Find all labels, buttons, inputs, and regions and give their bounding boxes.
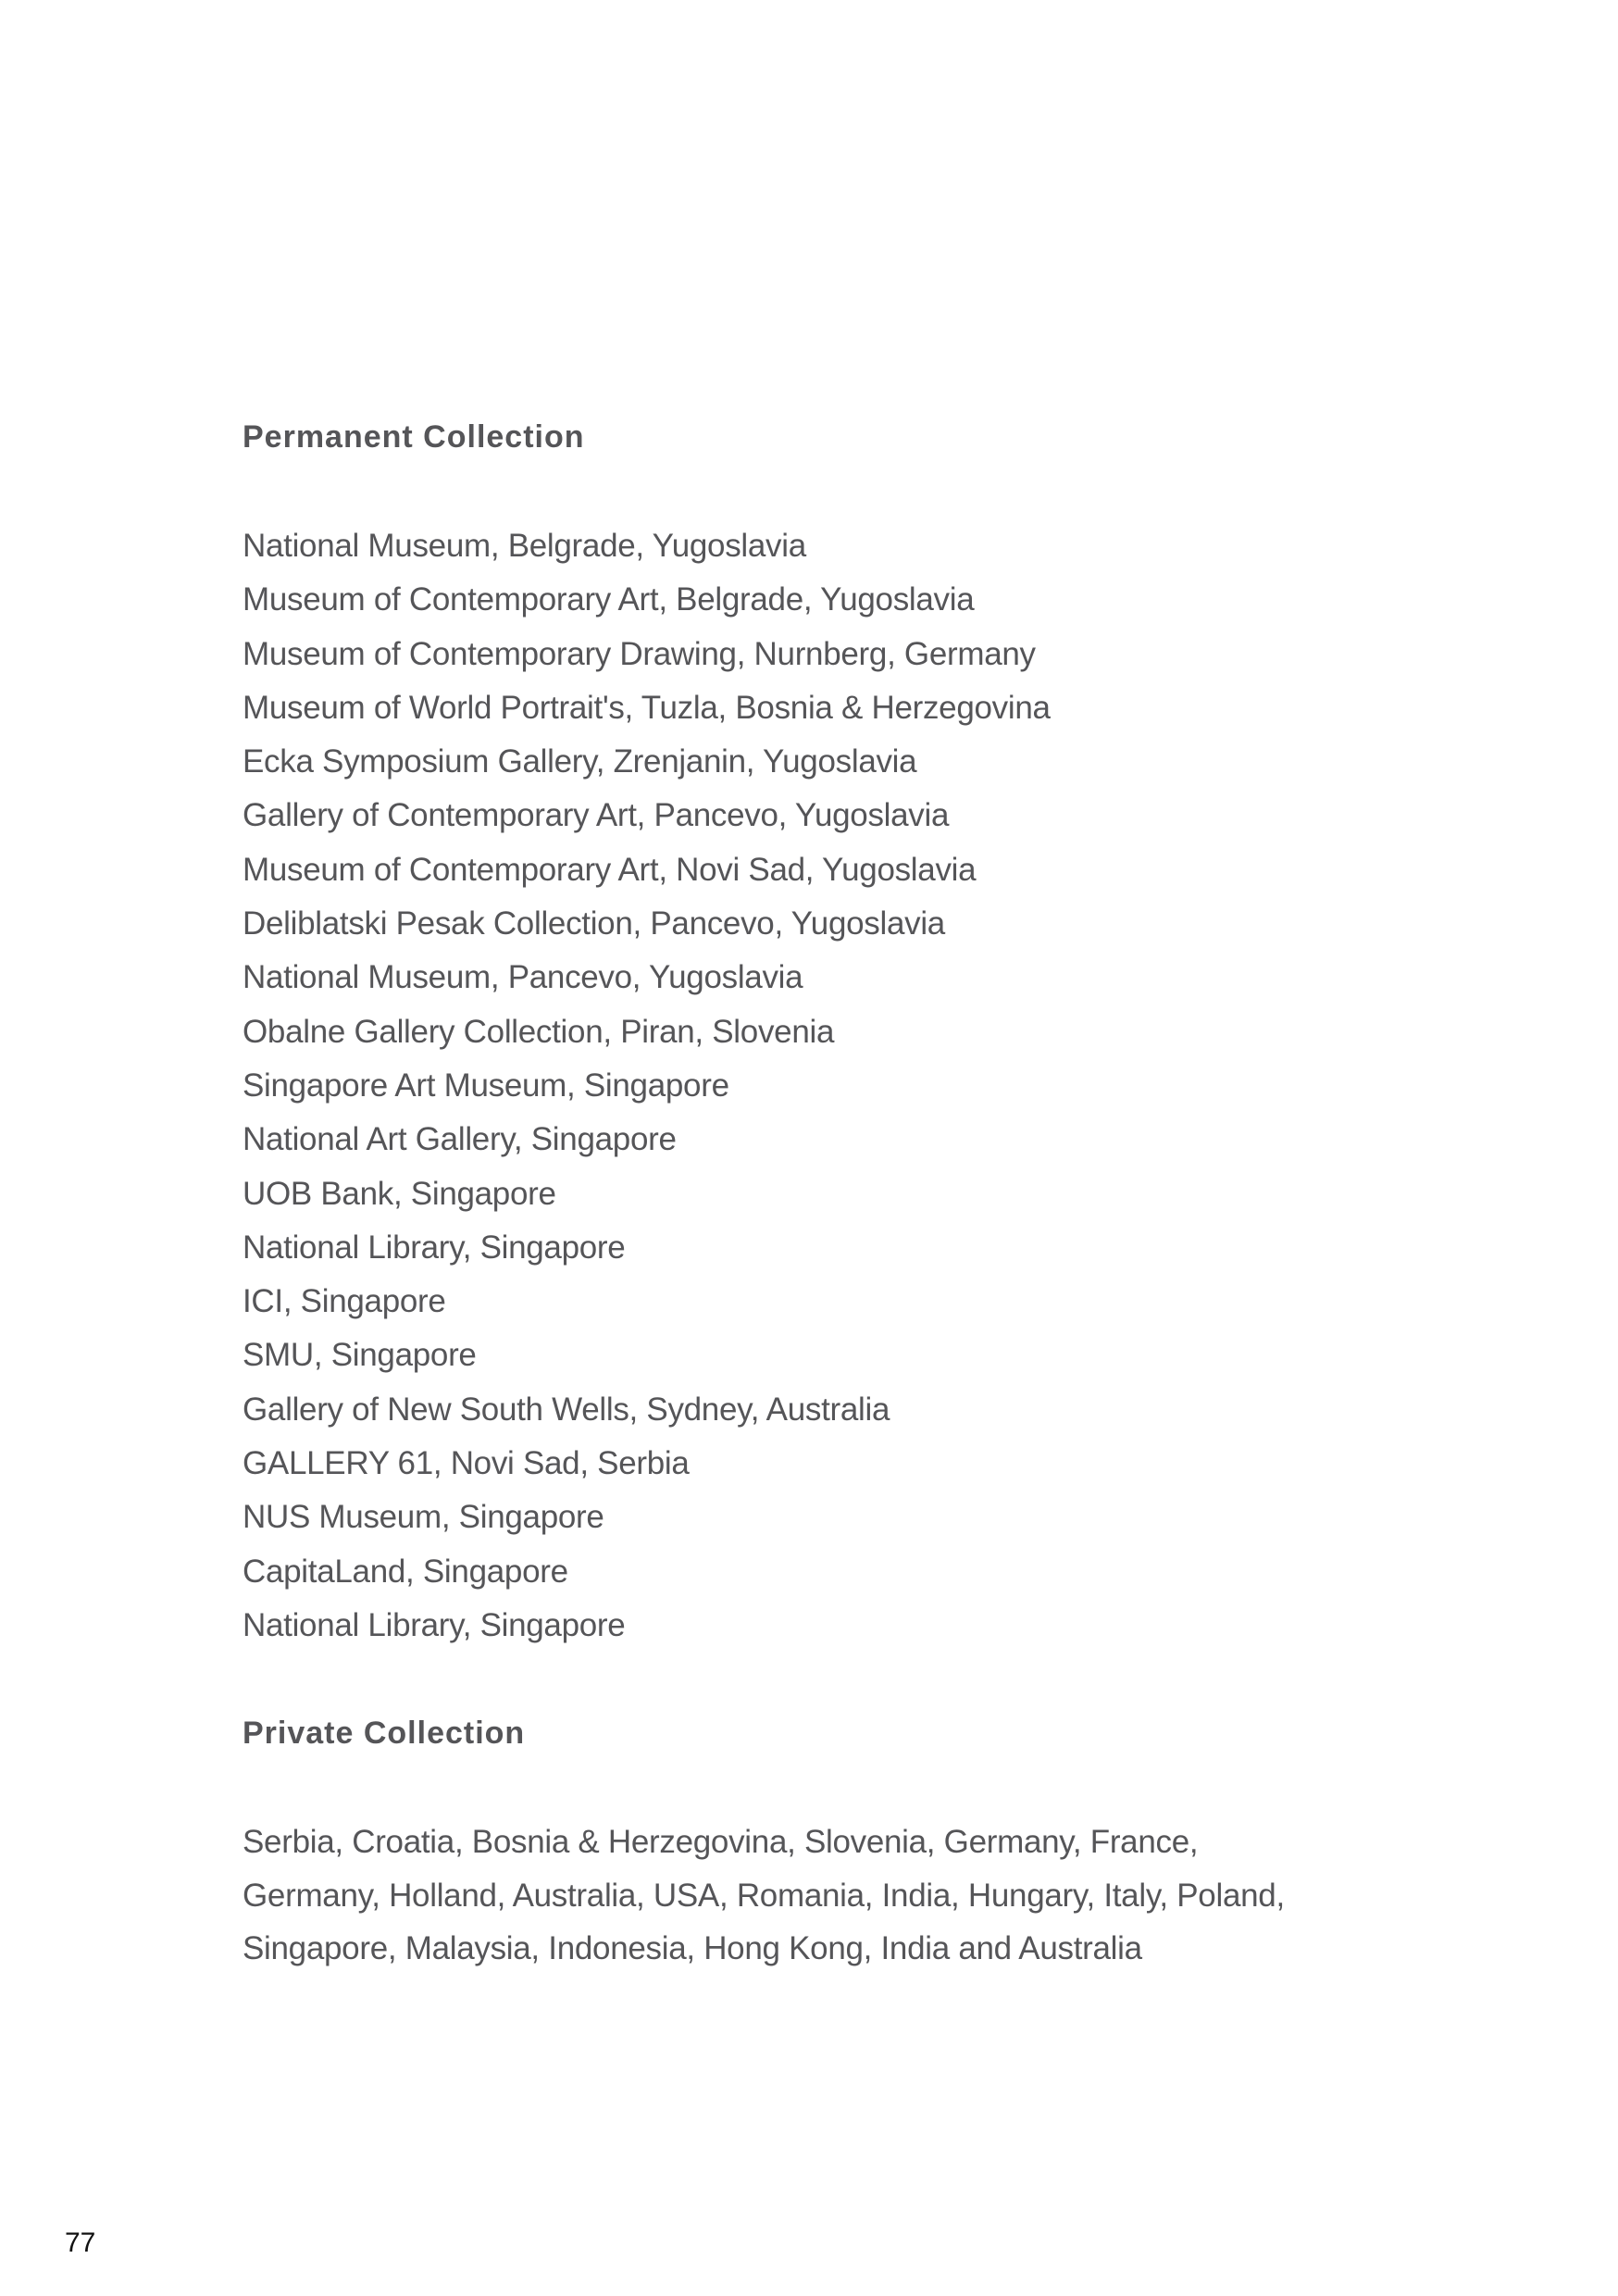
collection-item: National Library, Singapore: [243, 1229, 626, 1266]
collection-item: Museum of Contemporary Art, Belgrade, Yugoslavia: [243, 581, 975, 618]
permanent-collection-heading: Permanent Collection: [243, 419, 585, 455]
collection-item: Museum of Contemporary Art, Novi Sad, Yugoslavia: [243, 851, 977, 888]
permanent-collection-list: [243, 519, 1051, 1653]
collection-item: National Museum, Belgrade, Yugoslavia: [243, 528, 806, 564]
private-collection-line: Singapore, Malaysia, Indonesia, Hong Kong, India and Australia: [243, 1930, 1142, 1966]
collection-item: Museum of Contemporary Drawing, Nurnberg, Germany: [243, 635, 1036, 672]
collection-item: SMU, Singapore: [243, 1337, 477, 1374]
collection-item: NUS Museum, Singapore: [243, 1499, 604, 1536]
collection-item: Deliblatski Pesak Collection, Pancevo, Yugoslavia: [243, 905, 945, 942]
private-collection-text: [243, 1816, 1446, 1976]
collection-item: Obalne Gallery Collection, Piran, Slovenia: [243, 1013, 835, 1050]
private-collection-line: Serbia, Croatia, Bosnia & Herzegovina, Slovenia, Germany, France,: [243, 1824, 1199, 1860]
private-collection-heading: Private Collection: [243, 1716, 526, 1751]
collection-item: Singapore Art Museum, Singapore: [243, 1067, 729, 1104]
collection-item: ICI, Singapore: [243, 1283, 446, 1320]
collection-item: National Art Gallery, Singapore: [243, 1121, 677, 1158]
collection-item: GALLERY 61, Novi Sad, Serbia: [243, 1445, 690, 1482]
private-collection-line: Germany, Holland, Australia, USA, Romania, India, Hungary, Italy, Poland,: [243, 1877, 1285, 1914]
page-number: 77: [65, 2227, 96, 2258]
collection-item: UOB Bank, Singapore: [243, 1175, 556, 1212]
collection-item: Gallery of New South Wells, Sydney, Australia: [243, 1391, 890, 1428]
collection-item: Ecka Symposium Gallery, Zrenjanin, Yugoslavia: [243, 743, 917, 780]
collection-item: CapitaLand, Singapore: [243, 1553, 568, 1590]
collection-item: Museum of World Portrait's, Tuzla, Bosnia & Herzegovina: [243, 689, 1051, 726]
collection-item: Gallery of Contemporary Art, Pancevo, Yugoslavia: [243, 797, 950, 834]
collection-item: National Museum, Pancevo, Yugoslavia: [243, 959, 803, 996]
collection-item: National Library, Singapore: [243, 1606, 626, 1643]
